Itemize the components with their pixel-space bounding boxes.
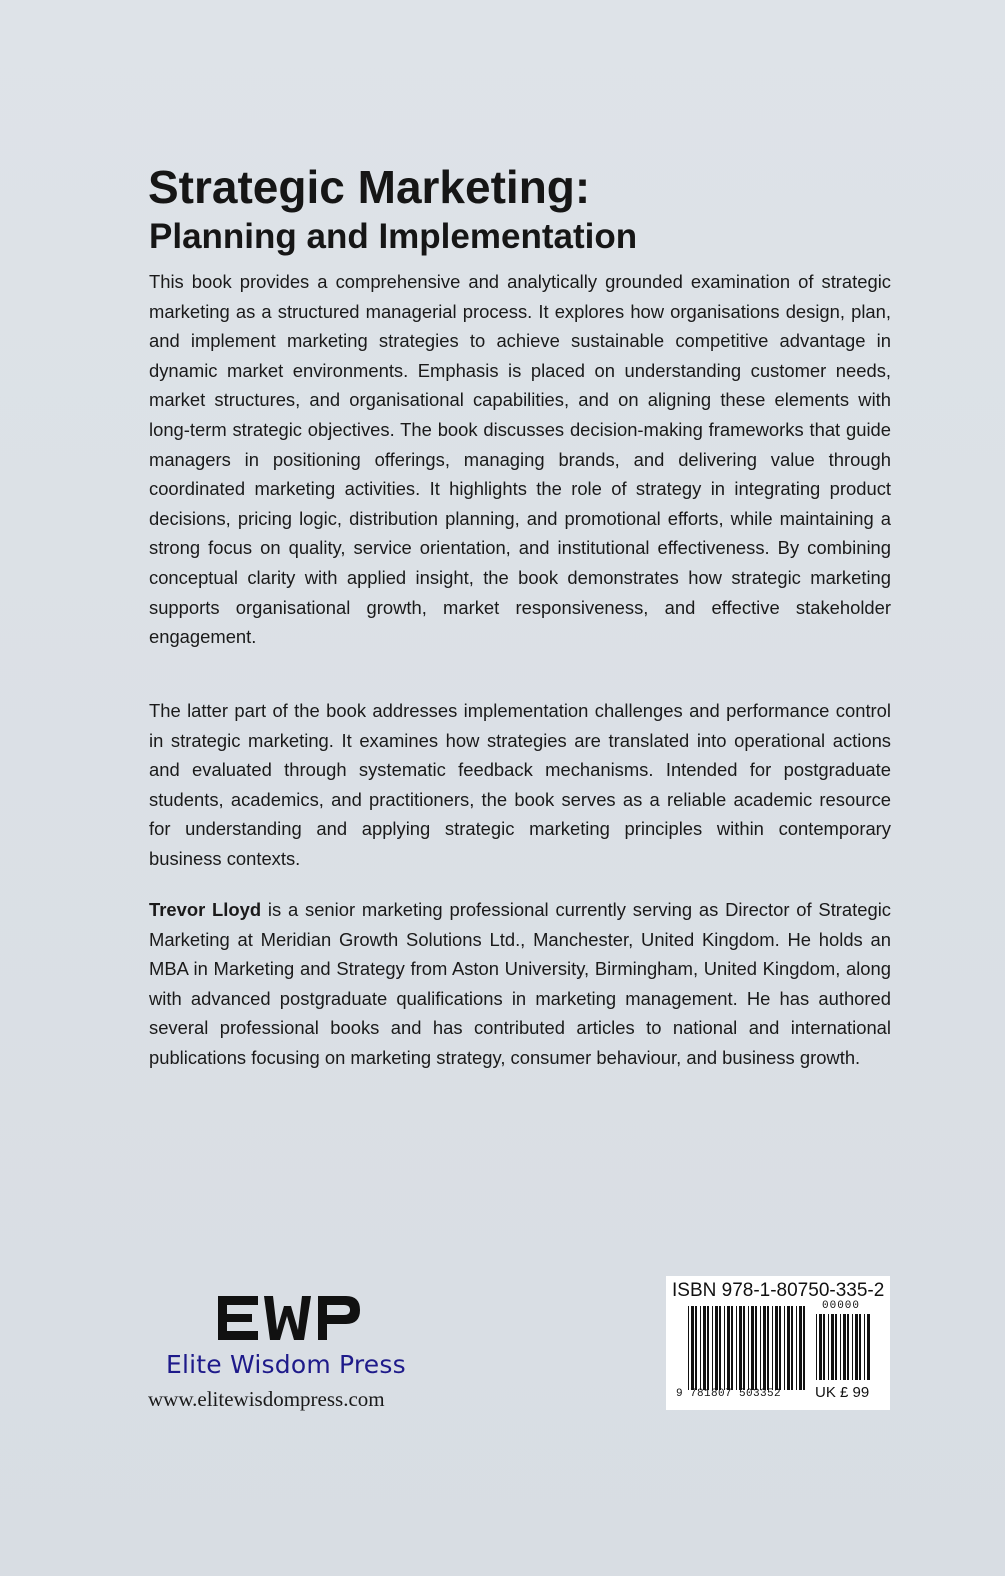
author-bio-text: is a senior marketing professional currently serving as Director of Strategic Marketing at Meridian Growth Solutions Ltd., Manchester, United Kingdom. He holds an MBA in Marketing and Strategy from Aston University, Birmingham, United Kingdom, along with advanced postgraduate qualifications in marketing management. He has authored several professional books and has contributed articles to national and international publications focusing on marketing strategy, consumer behaviour, and business growth. — [149, 899, 891, 1068]
barcode-bar — [739, 1306, 742, 1390]
price-label: UK £ 99 — [815, 1384, 870, 1401]
publisher-name: Elite Wisdom Press — [166, 1350, 406, 1379]
publisher-logo-icon — [214, 1290, 364, 1346]
barcode-bar — [731, 1306, 733, 1390]
barcode-bar — [840, 1314, 841, 1380]
barcode-bar — [751, 1306, 754, 1390]
barcode-bar — [859, 1314, 861, 1380]
barcode-bar — [688, 1306, 689, 1390]
isbn-label: ISBN 978-1-80750-335-2 — [672, 1280, 885, 1301]
barcode-bar — [779, 1306, 781, 1390]
barcode-bar — [796, 1306, 797, 1390]
barcode-bar — [803, 1306, 805, 1390]
barcode-bar — [763, 1306, 766, 1390]
barcode-bar — [724, 1306, 725, 1390]
publisher-url: www.elitewisdompress.com — [148, 1387, 385, 1411]
barcode-bar — [695, 1306, 697, 1390]
barcode-bar — [828, 1314, 829, 1380]
barcode-bar — [707, 1306, 709, 1390]
barcode-bar — [755, 1306, 757, 1390]
barcode-bar — [703, 1306, 706, 1390]
barcode-bar — [799, 1306, 802, 1390]
description-paragraph-2: The latter part of the book addresses implementation challenges and performance control in strategic marketing. It examines how strategies are translated into operational actions and evaluated through systematic feedback mechanisms. Intended for postgraduate students, academics, and practitioners, the book serves as a reliable academic resource for understanding and applying strategic marketing principles within contemporary business contexts. — [149, 700, 891, 869]
author-bio — [149, 895, 891, 1073]
barcode-bar — [787, 1306, 790, 1390]
barcode-bar — [748, 1306, 749, 1390]
barcode-bar — [784, 1306, 785, 1390]
barcode-bar — [736, 1306, 737, 1390]
barcode-bar — [855, 1314, 858, 1380]
barcode-bar — [760, 1306, 761, 1390]
barcode-bar — [743, 1306, 745, 1390]
barcode-bar — [772, 1306, 773, 1390]
barcode-bar — [719, 1306, 721, 1390]
barcode-bar — [823, 1314, 825, 1380]
barcode-bar — [852, 1314, 853, 1380]
barcode-bar — [847, 1314, 849, 1380]
author-name: Trevor Lloyd — [149, 899, 262, 920]
addon-digits: 00000 — [822, 1300, 861, 1312]
barcode-bar — [691, 1306, 694, 1390]
barcode-bar — [767, 1306, 769, 1390]
barcode-bar — [867, 1314, 870, 1380]
barcode-bar — [816, 1314, 817, 1380]
barcode-bar — [775, 1306, 778, 1390]
description-paragraph-1: This book provides a comprehensive and analytically grounded examination of strategic marketing as a structured managerial process. It explores how organisations design, plan, and implement marketing strategies to achieve sustainable competitive advantage in dynamic market environments. Emphasis is placed on understanding customer needs, market structures, and organisational capabilities, and on aligning these elements with long-term strategic objectives. The book discusses decision-making frameworks that guide managers in positioning offerings, managing brands, and delivering value through coordinated marketing activities. It highlights the role of strategy in integrating product decisions, pricing logic, distribution planning, and promotional efforts, while maintaining a strong focus on quality, service orientation, and institutional effectiveness. By combining conceptual clarity with applied insight, the book demonstrates how strategic marketing supports organisational growth, market responsiveness, and effective stakeholder engagement. — [149, 271, 891, 648]
barcode-bar — [843, 1314, 846, 1380]
barcode-bar — [715, 1306, 718, 1390]
isbn-barcode — [666, 1276, 890, 1410]
barcode-bar — [712, 1306, 713, 1390]
barcode-bar — [831, 1314, 834, 1380]
barcode-bar — [835, 1314, 837, 1380]
book-subtitle: Planning and Implementation — [149, 217, 638, 256]
book-title: Strategic Marketing: — [148, 161, 591, 213]
barcode-bar — [727, 1306, 730, 1390]
barcode-bar — [819, 1314, 822, 1380]
ean-digits: 9 781807 503352 — [676, 1388, 782, 1400]
barcode-bar — [791, 1306, 793, 1390]
barcode-bar — [864, 1314, 865, 1380]
barcode-bar — [700, 1306, 701, 1390]
publisher-block — [148, 1290, 448, 1420]
